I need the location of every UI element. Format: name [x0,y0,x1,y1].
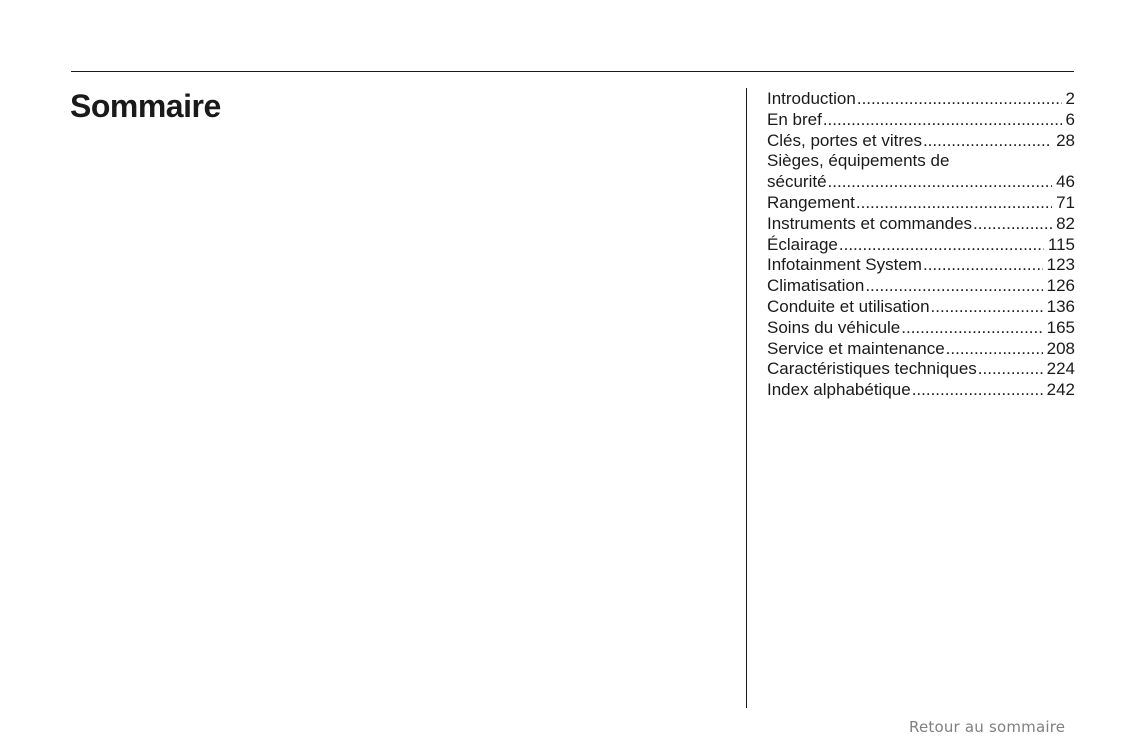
table-of-contents [767,89,1075,401]
toc-entry-index-alphabetique[interactable] [767,380,1075,401]
toc-entry-climatisation[interactable] [767,276,1075,297]
toc-entry-page: 224 [1046,359,1075,379]
toc-entry-label: Infotainment System [767,255,922,275]
toc-entry-page: 46 [1056,172,1075,192]
toc-entry-page: 71 [1056,192,1075,212]
dot-leader [978,359,1043,380]
dot-leader [912,380,1043,401]
toc-entry-label: Index alphabétique [767,380,911,400]
dot-leader [923,255,1043,276]
toc-entry-label: Service et maintenance [767,338,945,358]
dot-leader [856,193,1052,214]
toc-entry-instruments-commandes[interactable] [767,214,1075,235]
back-to-contents-link[interactable]: Retour au sommaire [909,718,1066,736]
toc-entry-cles-portes-vitres[interactable] [767,131,1075,152]
toc-entry-label: sécurité [767,172,827,192]
toc-entry-page: 136 [1046,296,1075,316]
toc-entry-soins-vehicule[interactable] [767,318,1075,339]
toc-entry-page: 6 [1065,109,1075,129]
dot-leader [823,110,1062,131]
toc-entry-label: Clés, portes et vitres [767,130,922,150]
toc-entry-caracteristiques-techniques[interactable] [767,359,1075,380]
toc-entry-page: 82 [1056,213,1075,233]
dot-leader [973,214,1052,235]
toc-entry-label: Climatisation [767,276,865,296]
toc-entry-label: Introduction [767,89,856,108]
toc-entry-en-bref[interactable] [767,110,1075,131]
toc-entry-rangement[interactable] [767,193,1075,214]
toc-entry-page: 208 [1046,338,1075,358]
toc-entry-page: 165 [1046,317,1075,337]
toc-entry-sieges-securite[interactable] [767,151,1075,193]
column-divider [746,88,747,708]
page-title: Sommaire [70,88,221,124]
toc-entry-introduction[interactable] [767,89,1075,110]
toc-entry-page: 2 [1065,89,1075,108]
toc-entry-label: Éclairage [767,234,838,254]
dot-leader [923,131,1052,152]
toc-entry-label: Soins du véhicule [767,317,901,337]
toc-entry-page: 115 [1047,234,1075,254]
toc-entry-eclairage[interactable] [767,235,1075,256]
toc-entry-page: 28 [1056,130,1075,150]
toc-entry-label: En bref [767,109,822,129]
toc-entry-page: 126 [1046,276,1075,296]
dot-leader [828,172,1053,193]
dot-leader [946,339,1043,360]
toc-entry-page: 123 [1046,255,1075,275]
dot-leader [857,89,1062,110]
top-horizontal-rule [71,71,1074,72]
toc-entry-label: Rangement [767,192,855,212]
toc-entry-label: Instruments et commandes [767,213,973,233]
toc-entry-label-line1: Sièges, équipements de [767,151,950,171]
dot-leader [901,318,1042,339]
toc-entry-label: Conduite et utilisation [767,296,930,316]
toc-entry-conduite-utilisation[interactable] [767,297,1075,318]
toc-entry-service-maintenance[interactable] [767,339,1075,360]
dot-leader [931,297,1043,318]
dot-leader [839,235,1044,256]
dot-leader [865,276,1042,297]
toc-entry-page: 242 [1046,380,1075,400]
toc-entry-label: Caractéristiques techniques [767,359,977,379]
toc-entry-infotainment-system[interactable] [767,255,1075,276]
